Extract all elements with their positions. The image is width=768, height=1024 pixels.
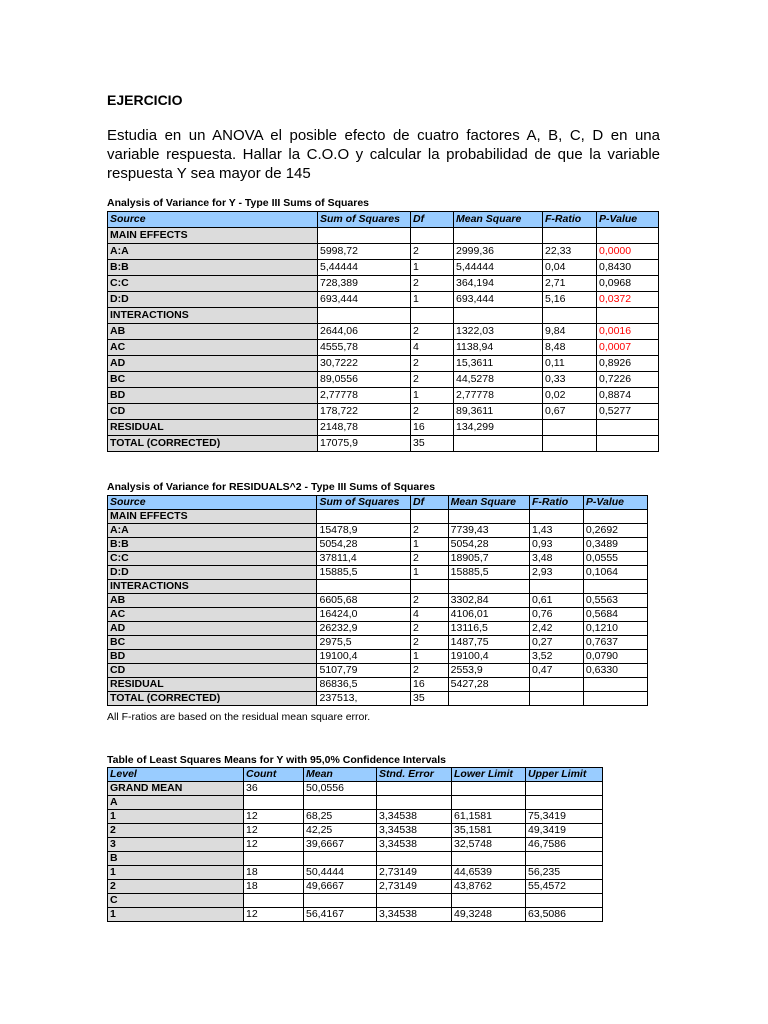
table-row — [108, 538, 648, 552]
table-row — [108, 420, 659, 436]
table-cell: 3,48 — [530, 552, 584, 566]
table-cell — [526, 894, 603, 908]
table-cell — [583, 678, 647, 692]
table-cell: 2 — [411, 664, 449, 678]
row-label: BC — [108, 372, 318, 388]
row-label: BD — [108, 388, 318, 404]
table-row — [108, 796, 603, 810]
table-cell — [304, 894, 377, 908]
table-cell: 0,0790 — [583, 650, 647, 664]
table-cell: 8,48 — [543, 340, 597, 356]
table-cell: 12 — [244, 838, 304, 852]
row-label: B:B — [108, 260, 318, 276]
table-cell: 0,47 — [530, 664, 584, 678]
table-cell: 56,4167 — [304, 908, 377, 922]
table-cell: 2 — [411, 594, 449, 608]
table-row — [108, 356, 659, 372]
table-row — [108, 594, 648, 608]
table-cell — [318, 308, 411, 324]
table-cell: 61,1581 — [452, 810, 526, 824]
table-row — [108, 340, 659, 356]
table-cell: 1487,75 — [448, 636, 529, 650]
table-cell: 3,34538 — [377, 824, 452, 838]
table-cell — [583, 692, 647, 706]
column-header: F-Ratio — [543, 212, 597, 228]
row-label: TOTAL (CORRECTED) — [108, 436, 318, 452]
table-row — [108, 692, 648, 706]
table-cell: 43,8762 — [452, 880, 526, 894]
table-cell: 4 — [411, 608, 449, 622]
table-cell: 0,0372 — [597, 292, 659, 308]
table-cell: 16424,0 — [317, 608, 411, 622]
table-cell — [244, 852, 304, 866]
table-cell: 0,93 — [530, 538, 584, 552]
table-cell: 2975,5 — [317, 636, 411, 650]
row-label: A:A — [108, 244, 318, 260]
column-header: Level — [108, 768, 244, 782]
table-cell — [448, 580, 529, 594]
table-cell: 9,84 — [543, 324, 597, 340]
table-cell: 18 — [244, 866, 304, 880]
table-cell — [530, 580, 584, 594]
table-cell: 693,444 — [318, 292, 411, 308]
table-cell: 89,0556 — [318, 372, 411, 388]
table-cell — [597, 228, 659, 244]
table-cell: 5054,28 — [317, 538, 411, 552]
column-header: Source — [108, 496, 317, 510]
row-label: 2 — [108, 880, 244, 894]
table-row — [108, 866, 603, 880]
table-cell: 17075,9 — [318, 436, 411, 452]
table-cell: 2 — [411, 404, 454, 420]
column-header: Mean Square — [454, 212, 543, 228]
column-header: Sum of Squares — [317, 496, 411, 510]
table-cell — [454, 228, 543, 244]
table-cell: 4 — [411, 340, 454, 356]
table2-note: All F-ratios are based on the residual mean square error. — [107, 711, 371, 723]
table-cell: 0,04 — [543, 260, 597, 276]
table-cell: 50,4444 — [304, 866, 377, 880]
row-label: MAIN EFFECTS — [108, 228, 318, 244]
table-cell: 2 — [411, 552, 449, 566]
table-cell — [377, 852, 452, 866]
column-header: Count — [244, 768, 304, 782]
table-cell — [530, 510, 584, 524]
table-cell: 86836,5 — [317, 678, 411, 692]
table-cell — [597, 308, 659, 324]
table-cell: 13116,5 — [448, 622, 529, 636]
table-cell: 50,0556 — [304, 782, 377, 796]
table-cell: 0,33 — [543, 372, 597, 388]
table-cell — [448, 510, 529, 524]
table-cell: 4555,78 — [318, 340, 411, 356]
table-cell — [411, 228, 454, 244]
row-label: 1 — [108, 908, 244, 922]
table-cell: 0,8430 — [597, 260, 659, 276]
table-cell: 16 — [411, 420, 454, 436]
table-cell: 3,52 — [530, 650, 584, 664]
row-label: BD — [108, 650, 317, 664]
table-cell — [526, 782, 603, 796]
column-header: P-Value — [583, 496, 647, 510]
table-cell: 56,235 — [526, 866, 603, 880]
table-cell: 12 — [244, 810, 304, 824]
table-cell — [448, 692, 529, 706]
table-cell: 0,0007 — [597, 340, 659, 356]
table-cell: 2,77778 — [318, 388, 411, 404]
table-cell: 2 — [411, 244, 454, 260]
table-cell — [317, 510, 411, 524]
row-label: GRAND MEAN — [108, 782, 244, 796]
table-cell: 0,6330 — [583, 664, 647, 678]
table-cell: 3,34538 — [377, 838, 452, 852]
row-label: B:B — [108, 538, 317, 552]
table-row — [108, 276, 659, 292]
table-cell: 0,61 — [530, 594, 584, 608]
table-cell: 15885,5 — [448, 566, 529, 580]
table-cell — [597, 436, 659, 452]
table-row — [108, 852, 603, 866]
table-cell: 16 — [411, 678, 449, 692]
table-cell: 0,1210 — [583, 622, 647, 636]
table-row — [108, 608, 648, 622]
table-cell: 18 — [244, 880, 304, 894]
table-cell — [597, 420, 659, 436]
table-cell: 26232,9 — [317, 622, 411, 636]
table-cell — [304, 852, 377, 866]
column-header: Lower Limit — [452, 768, 526, 782]
table-cell: 1 — [411, 650, 449, 664]
table-row — [108, 510, 648, 524]
table-row — [108, 388, 659, 404]
table-cell: 0,02 — [543, 388, 597, 404]
table-cell: 2,42 — [530, 622, 584, 636]
table-cell: 1322,03 — [454, 324, 543, 340]
table-row — [108, 292, 659, 308]
table-cell: 49,3248 — [452, 908, 526, 922]
table-cell: 2644,06 — [318, 324, 411, 340]
table-cell: 5107,79 — [317, 664, 411, 678]
table-row — [108, 824, 603, 838]
table-row — [108, 908, 603, 922]
table-cell: 5,16 — [543, 292, 597, 308]
table-cell: 4106,01 — [448, 608, 529, 622]
table-row — [108, 664, 648, 678]
table-cell — [377, 782, 452, 796]
table-cell: 2 — [411, 372, 454, 388]
table-cell: 0,76 — [530, 608, 584, 622]
table-cell — [526, 852, 603, 866]
table-cell: 0,11 — [543, 356, 597, 372]
row-label: B — [108, 852, 244, 866]
table-cell: 49,3419 — [526, 824, 603, 838]
table-cell: 19100,4 — [448, 650, 529, 664]
table-row — [108, 404, 659, 420]
table-cell — [543, 228, 597, 244]
row-label: 1 — [108, 810, 244, 824]
exercise-statement: Estudia en un ANOVA el posible efecto de cuatro factores A, B, C, D en una variable respuesta. Hallar la C.O.O y calcular la probabilidad de que la variable respuesta Y sea mayor de 145 — [107, 127, 660, 182]
table-cell: 35 — [411, 692, 449, 706]
row-label: CD — [108, 664, 317, 678]
table-row — [108, 636, 648, 650]
table-cell: 2 — [411, 622, 449, 636]
table-cell — [543, 308, 597, 324]
row-label: INTERACTIONS — [108, 580, 317, 594]
table-cell: 693,444 — [454, 292, 543, 308]
row-label: AC — [108, 340, 318, 356]
table-row — [108, 436, 659, 452]
table-cell: 1 — [411, 292, 454, 308]
table-cell: 3,34538 — [377, 908, 452, 922]
table-cell: 2999,36 — [454, 244, 543, 260]
column-header: Df — [411, 212, 454, 228]
table-cell: 0,67 — [543, 404, 597, 420]
table-row — [108, 678, 648, 692]
table-row — [108, 782, 603, 796]
table-row — [108, 880, 603, 894]
table-cell: 1138,94 — [454, 340, 543, 356]
table-row — [108, 228, 659, 244]
table-cell: 0,7226 — [597, 372, 659, 388]
table-row — [108, 894, 603, 908]
table-cell: 1 — [411, 260, 454, 276]
row-label: BC — [108, 636, 317, 650]
table-cell — [530, 678, 584, 692]
table-cell: 5,44444 — [318, 260, 411, 276]
table-cell: 39,6667 — [304, 838, 377, 852]
table-cell: 2 — [411, 324, 454, 340]
table1-caption: Analysis of Variance for Y - Type III Sums of Squares — [107, 197, 370, 209]
table-cell: 1,43 — [530, 524, 584, 538]
column-header: F-Ratio — [530, 496, 584, 510]
table-cell: 5,44444 — [454, 260, 543, 276]
table-cell: 0,27 — [530, 636, 584, 650]
row-label: AD — [108, 356, 318, 372]
table-cell: 30,7222 — [318, 356, 411, 372]
table-cell: 15,3611 — [454, 356, 543, 372]
row-label: 3 — [108, 838, 244, 852]
table-cell — [543, 420, 597, 436]
table-cell — [411, 308, 454, 324]
table-cell: 1 — [411, 538, 449, 552]
row-label: C:C — [108, 276, 318, 292]
table-cell: 0,8926 — [597, 356, 659, 372]
table-cell — [377, 894, 452, 908]
table-cell: 3,34538 — [377, 810, 452, 824]
least-squares-means-table — [107, 767, 603, 922]
table-row — [108, 810, 603, 824]
table-cell — [452, 782, 526, 796]
table-cell: 35 — [411, 436, 454, 452]
table-cell: 2,71 — [543, 276, 597, 292]
table-cell: 36 — [244, 782, 304, 796]
table-cell: 0,5277 — [597, 404, 659, 420]
table-cell: 49,6667 — [304, 880, 377, 894]
table-cell: 37811,4 — [317, 552, 411, 566]
table-cell: 32,5748 — [452, 838, 526, 852]
table-cell: 18905,7 — [448, 552, 529, 566]
table-cell: 0,0968 — [597, 276, 659, 292]
table-cell: 46,7586 — [526, 838, 603, 852]
table-cell: 5998,72 — [318, 244, 411, 260]
table-cell: 0,0000 — [597, 244, 659, 260]
table-cell — [377, 796, 452, 810]
table-cell: 3302,84 — [448, 594, 529, 608]
table-cell: 0,1064 — [583, 566, 647, 580]
table-header-row — [108, 496, 648, 510]
table-cell: 5054,28 — [448, 538, 529, 552]
row-label: MAIN EFFECTS — [108, 510, 317, 524]
table-row — [108, 566, 648, 580]
row-label: 1 — [108, 866, 244, 880]
table-row — [108, 838, 603, 852]
table2-caption: Analysis of Variance for RESIDUALS^2 - Type III Sums of Squares — [107, 481, 436, 493]
row-label: C — [108, 894, 244, 908]
table-row — [108, 580, 648, 594]
table-cell: 7739,43 — [448, 524, 529, 538]
row-label: A:A — [108, 524, 317, 538]
table-cell — [452, 894, 526, 908]
table-cell: 1 — [411, 388, 454, 404]
table-cell: 0,5684 — [583, 608, 647, 622]
table-cell: 237513, — [317, 692, 411, 706]
table-row — [108, 372, 659, 388]
row-label: RESIDUAL — [108, 678, 317, 692]
table-cell — [318, 228, 411, 244]
row-label: AB — [108, 594, 317, 608]
table-cell — [304, 796, 377, 810]
table-cell — [454, 436, 543, 452]
table-cell — [411, 580, 449, 594]
row-label: AD — [108, 622, 317, 636]
table-row — [108, 650, 648, 664]
table3-caption: Table of Least Squares Means for Y with 95,0% Confidence Intervals — [107, 754, 447, 766]
table-cell: 44,6539 — [452, 866, 526, 880]
table-cell: 0,0016 — [597, 324, 659, 340]
table-cell: 68,25 — [304, 810, 377, 824]
table-cell — [452, 796, 526, 810]
table-cell — [411, 510, 449, 524]
table-cell: 42,25 — [304, 824, 377, 838]
table-cell: 0,7637 — [583, 636, 647, 650]
table-cell: 2 — [411, 356, 454, 372]
column-header: Source — [108, 212, 318, 228]
table-cell: 364,194 — [454, 276, 543, 292]
table-cell — [452, 852, 526, 866]
table-header-row — [108, 212, 659, 228]
table-cell: 2 — [411, 276, 454, 292]
column-header: Df — [411, 496, 449, 510]
row-label: D:D — [108, 292, 318, 308]
table-row — [108, 244, 659, 260]
table-cell — [244, 894, 304, 908]
table-cell — [244, 796, 304, 810]
table-cell: 1 — [411, 566, 449, 580]
table-cell: 75,3419 — [526, 810, 603, 824]
table-cell: 0,5563 — [583, 594, 647, 608]
anova-table-y — [107, 211, 659, 452]
table-cell: 2553,9 — [448, 664, 529, 678]
table-row — [108, 324, 659, 340]
table-cell: 2,77778 — [454, 388, 543, 404]
row-label: TOTAL (CORRECTED) — [108, 692, 317, 706]
anova-table-residuals — [107, 495, 648, 706]
column-header: Stnd. Error — [377, 768, 452, 782]
table-cell — [454, 308, 543, 324]
table-cell: 5427,28 — [448, 678, 529, 692]
table-cell: 178,722 — [318, 404, 411, 420]
table-row — [108, 308, 659, 324]
table-cell: 2,93 — [530, 566, 584, 580]
table-cell: 19100,4 — [317, 650, 411, 664]
table-cell — [530, 692, 584, 706]
table-cell: 22,33 — [543, 244, 597, 260]
table-cell: 89,3611 — [454, 404, 543, 420]
column-header: Upper Limit — [526, 768, 603, 782]
table-cell: 2 — [411, 636, 449, 650]
table-cell — [583, 580, 647, 594]
table-cell: 728,389 — [318, 276, 411, 292]
table-cell — [583, 510, 647, 524]
table-row — [108, 524, 648, 538]
row-label: AC — [108, 608, 317, 622]
column-header: Mean — [304, 768, 377, 782]
table-cell: 2148,78 — [318, 420, 411, 436]
row-label: INTERACTIONS — [108, 308, 318, 324]
row-label: C:C — [108, 552, 317, 566]
table-cell: 2,73149 — [377, 880, 452, 894]
table-cell: 0,3489 — [583, 538, 647, 552]
table-cell: 6605,68 — [317, 594, 411, 608]
column-header: Mean Square — [448, 496, 529, 510]
table-cell: 2,73149 — [377, 866, 452, 880]
table-header-row — [108, 768, 603, 782]
table-cell — [317, 580, 411, 594]
row-label: CD — [108, 404, 318, 420]
page-heading: EJERCICIO — [107, 92, 183, 108]
row-label: A — [108, 796, 244, 810]
table-cell: 134,299 — [454, 420, 543, 436]
table-cell: 35,1581 — [452, 824, 526, 838]
table-cell: 0,0555 — [583, 552, 647, 566]
table-cell: 63,5086 — [526, 908, 603, 922]
table-cell: 15885,5 — [317, 566, 411, 580]
table-cell: 55,4572 — [526, 880, 603, 894]
table-cell: 0,2692 — [583, 524, 647, 538]
row-label: RESIDUAL — [108, 420, 318, 436]
table-cell: 44,5278 — [454, 372, 543, 388]
column-header: P-Value — [597, 212, 659, 228]
column-header: Sum of Squares — [318, 212, 411, 228]
table-cell: 12 — [244, 908, 304, 922]
table-row — [108, 260, 659, 276]
row-label: D:D — [108, 566, 317, 580]
table-row — [108, 552, 648, 566]
table-cell — [543, 436, 597, 452]
table-cell: 2 — [411, 524, 449, 538]
table-cell: 15478,9 — [317, 524, 411, 538]
table-row — [108, 622, 648, 636]
table-cell: 0,8874 — [597, 388, 659, 404]
row-label: 2 — [108, 824, 244, 838]
table-cell — [526, 796, 603, 810]
row-label: AB — [108, 324, 318, 340]
table-cell: 12 — [244, 824, 304, 838]
